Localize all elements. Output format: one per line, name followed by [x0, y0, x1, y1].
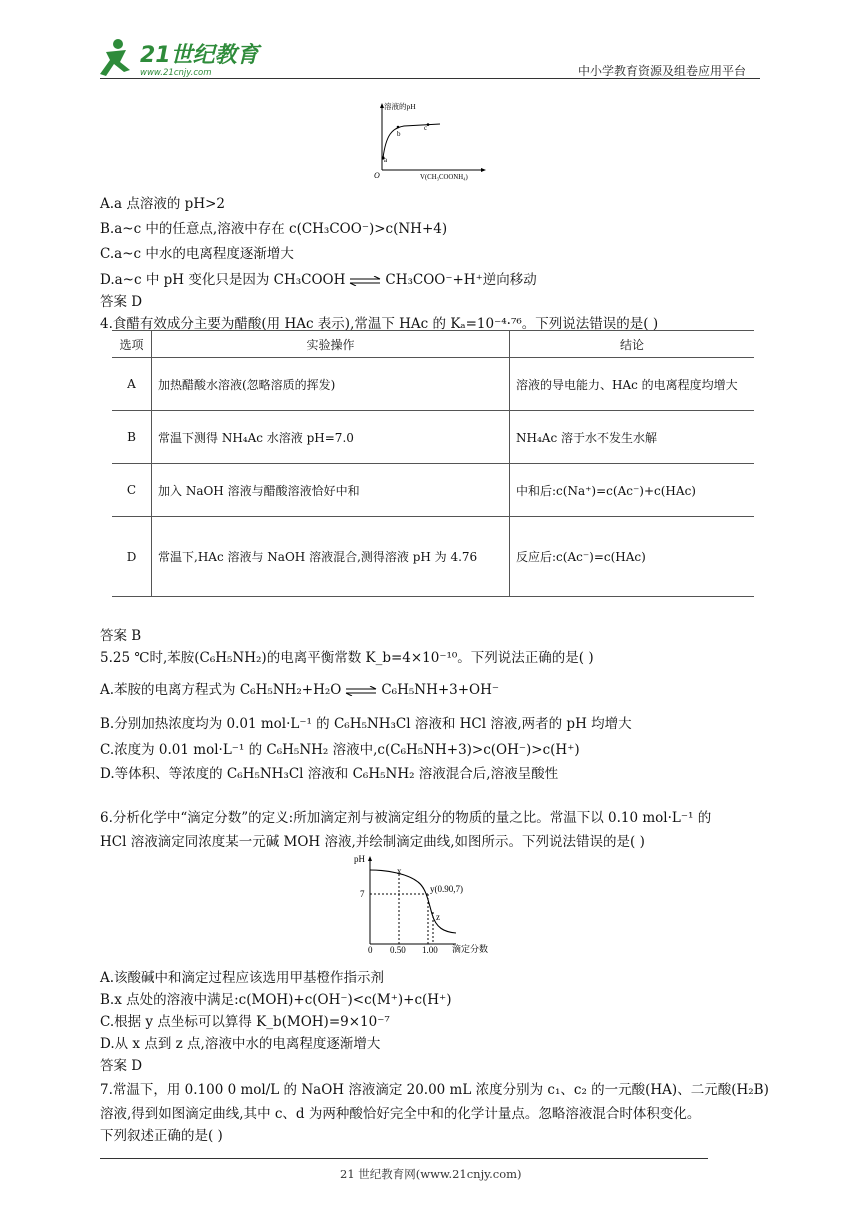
q4-answer: 答案 B [100, 628, 142, 644]
q7-stem-line3: 下列叙述正确的是( ) [100, 1128, 223, 1144]
fig2-origin: 0 [368, 945, 373, 955]
fig1-ylabel: 溶液的pH [384, 102, 416, 111]
table-cell: B [112, 411, 152, 464]
fig2-tick-100: 1.00 [422, 945, 438, 955]
q4-stem: 4.食醋有效成分主要为醋酸(用 HAc 表示),常温下 HAc 的 Kₐ=10⁻⁴·⁷⁶。下列说法错误的是( ) [100, 316, 659, 332]
table-cell: 溶液的导电能力、HAc 的电离程度均增大 [510, 358, 755, 411]
equilibrium-arrow-icon [344, 686, 378, 696]
q6-answer: 答案 D [100, 1058, 143, 1074]
table-cell: 加入 NaOH 溶液与醋酸溶液恰好中和 [152, 464, 510, 517]
q7-stem-line2: 溶液,得到如图滴定曲线,其中 c、d 为两种酸恰好完全中和的化学计量点。忽略溶液混合时体积变化。 [100, 1106, 701, 1122]
q6-option-d: D.从 x 点到 z 点,溶液中水的电离程度逐渐增大 [100, 1036, 381, 1052]
q3-option-a: A.a 点溶液的 pH>2 [100, 196, 225, 212]
q6-option-c: C.根据 y 点坐标可以算得 K_b(MOH)=9×10⁻⁷ [100, 1014, 390, 1030]
q3-option-d: D.a~c 中 pH 变化只是因为 CH₃COOH CH₃COO⁻+H⁺逆向移动 [100, 272, 537, 288]
table-cell: D [112, 517, 152, 597]
logo-text: 21世纪教育 [140, 43, 259, 68]
q3-option-c: C.a~c 中水的电离程度逐渐增大 [100, 246, 294, 262]
table-header: 实验操作 [152, 331, 510, 358]
footer-text: 21 世纪教育网(www.21cnjy.com) [340, 1167, 522, 1181]
platform-name: 中小学教育资源及组卷应用平台 [578, 64, 747, 78]
fig1-point-c: c [424, 124, 428, 132]
q4-table [112, 330, 754, 597]
table-header-row [112, 331, 754, 358]
titration-curve-figure [348, 852, 508, 956]
table-header: 选项 [112, 331, 152, 358]
fig2-point-x: x [397, 866, 402, 876]
table-cell: 加热醋酸水溶液(忽略溶质的挥发) [152, 358, 510, 411]
fig2-point-y: y(0.90,7) [430, 884, 463, 894]
q6-stem-line1: 6.分析化学中“滴定分数”的定义:所加滴定剂与被滴定组分的物质的量之比。常温下以 0.10 mol·L⁻¹ 的 [100, 810, 712, 826]
table-cell: NH₄Ac 溶于水不发生水解 [510, 411, 755, 464]
q5-option-c: C.浓度为 0.01 mol·L⁻¹ 的 C₆H₅NH₂ 溶液中,c(C₆H₅NH+3)>c(OH⁻)>c(H⁺) [100, 742, 580, 758]
fig1-xlabel: V(CH₃COONH₄) [420, 174, 468, 181]
table-row [112, 358, 754, 411]
q3-answer: 答案 D [100, 294, 143, 310]
table-cell: 常温下,HAc 溶液与 NaOH 溶液混合,测得溶液 pH 为 4.76 [152, 517, 510, 597]
table-cell: C [112, 464, 152, 517]
header-divider [100, 78, 760, 79]
fig2-point-z: z [436, 912, 440, 922]
fig2-y7: 7 [360, 889, 365, 899]
fig2-xlabel: 滴定分数 [452, 944, 489, 954]
table-row [112, 517, 754, 597]
fig1-point-a: a [384, 156, 388, 164]
q5-option-d: D.等体积、等浓度的 C₆H₅NH₃Cl 溶液和 C₆H₅NH₂ 溶液混合后,溶液呈酸性 [100, 766, 559, 782]
fig1-origin: O [374, 171, 380, 180]
logo-url: www.21cnjy.com [140, 68, 212, 78]
table-cell: 中和后:c(Na⁺)=c(Ac⁻)+c(HAc) [510, 464, 755, 517]
q5-option-a: A.苯胺的电离方程式为 C₆H₅NH₂+H₂O C₆H₅NH+3+OH⁻ [100, 682, 500, 698]
q5-stem: 5.25 ℃时,苯胺(C₆H₅NH₂)的电离平衡常数 K_b=4×10⁻¹⁰。下列说法正确的是( ) [100, 650, 594, 666]
table-cell: A [112, 358, 152, 411]
q6-stem-line2: HCl 溶液滴定同浓度某一元碱 MOH 溶液,并绘制滴定曲线,如图所示。下列说法错误的是( ) [100, 834, 645, 850]
ph-curve-figure [370, 100, 490, 184]
fig1-point-b: b [397, 130, 401, 138]
q6-option-b: B.x 点处的溶液中满足:c(MOH)+c(OH⁻)<c(M⁺)+c(H⁺) [100, 992, 452, 1008]
q6-option-a: A.该酸碱中和滴定过程应该选用甲基橙作指示剂 [100, 970, 385, 986]
table-header: 结论 [510, 331, 755, 358]
fig2-tick-050: 0.50 [390, 945, 406, 955]
site-logo [96, 36, 266, 80]
footer-divider [100, 1158, 708, 1159]
q3-option-b: B.a~c 中的任意点,溶液中存在 c(CH₃COO⁻)>c(NH+4) [100, 221, 448, 237]
q5-option-b: B.分别加热浓度均为 0.01 mol·L⁻¹ 的 C₆H₅NH₃Cl 溶液和 HCl 溶液,两者的 pH 均增大 [100, 716, 632, 732]
table-row [112, 464, 754, 517]
table-cell: 常温下测得 NH₄Ac 水溶液 pH=7.0 [152, 411, 510, 464]
fig2-ylabel: pH [354, 854, 365, 864]
equilibrium-arrow-icon [348, 276, 382, 286]
table-row [112, 411, 754, 464]
q7-stem-line1: 7.常温下，用 0.100 0 mol/L 的 NaOH 溶液滴定 20.00 mL 浓度分别为 c₁、c₂ 的一元酸(HA)、二元酸(H₂B) [100, 1082, 769, 1098]
table-cell: 反应后:c(Ac⁻)=c(HAc) [510, 517, 755, 597]
